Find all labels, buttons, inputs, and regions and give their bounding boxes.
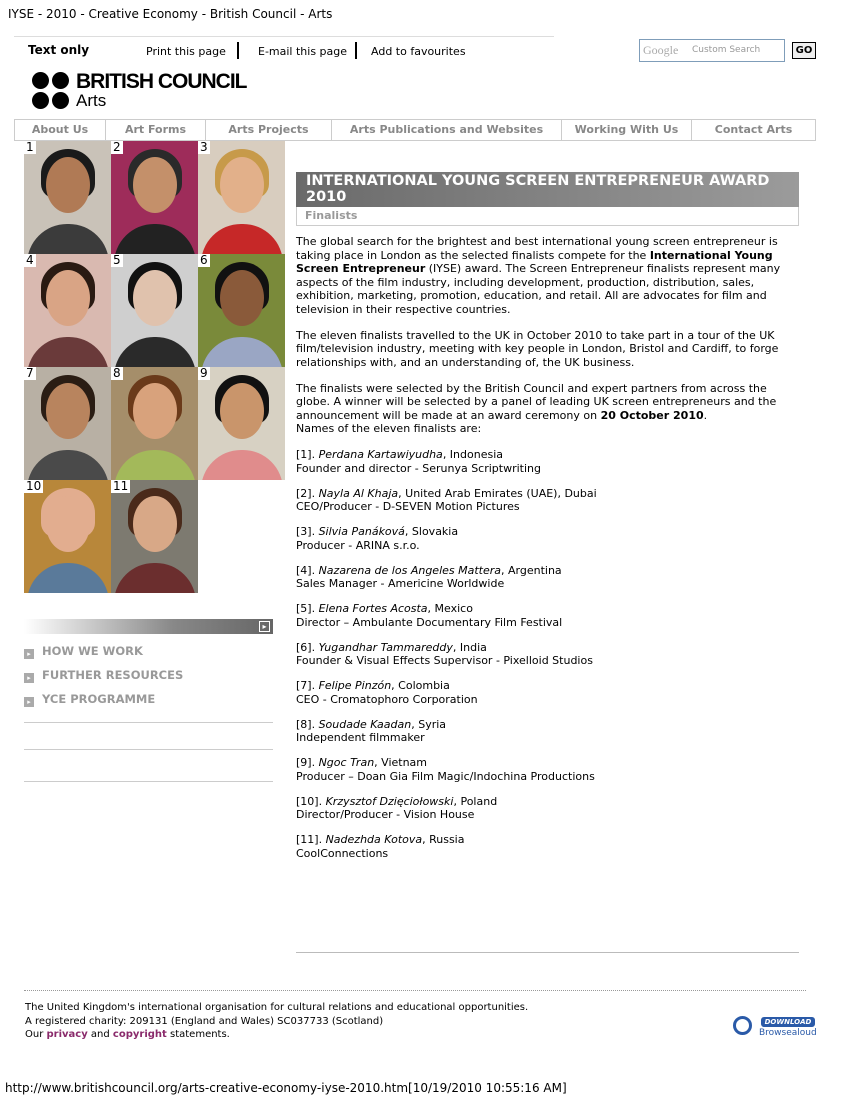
finalist-country: , Poland <box>453 794 498 808</box>
finalist-entry <box>296 833 801 860</box>
arrow-bullet-icon: ▸ <box>24 697 34 707</box>
nav-working-with-us[interactable]: Working With Us <box>562 120 692 140</box>
finalist-name: Nadezhda Kotova <box>325 833 423 846</box>
finalist-entry <box>296 641 801 668</box>
finalist-entry <box>296 718 801 745</box>
finalist-name: Yugandhar Tammareddy <box>318 640 453 654</box>
finalist-country: , Russia <box>422 833 465 846</box>
finalist-country: , Indonesia <box>442 448 504 461</box>
finalist-photo[interactable]: 11 <box>111 480 198 593</box>
browsealoud-icon <box>733 1016 752 1035</box>
nav-art-forms[interactable]: Art Forms <box>106 120 206 140</box>
finalist-country: , United Arab Emirates (UAE), Dubai <box>398 486 597 500</box>
finalist-number: [4]. <box>296 563 316 577</box>
footer-legal: Our privacy and copyright statements. <box>25 1029 230 1040</box>
main-content <box>296 235 801 872</box>
logo-sub: Arts <box>76 91 107 110</box>
finalist-role: Founder and director - Serunya Scriptwriting <box>296 461 541 475</box>
sidebar-item-further-resources[interactable]: ▸ FURTHER RESOURCES <box>24 668 183 683</box>
finalist-name: Perdana Kartawiyudha <box>318 448 443 461</box>
finalist-number: [8]. <box>296 717 316 731</box>
search-placeholder: Custom Search <box>692 45 761 55</box>
finalist-name: Soudade Kaadan <box>318 717 412 731</box>
finalist-name: Silvia Panáková <box>318 525 405 538</box>
arrow-right-icon[interactable]: ▸ <box>259 621 270 632</box>
sidebar-divider <box>24 749 273 750</box>
nav-contact-arts[interactable]: Contact Arts <box>714 123 793 136</box>
privacy-link[interactable]: privacy <box>46 1029 88 1040</box>
browsealoud-download-button[interactable] <box>733 1015 817 1039</box>
finalist-role: Director – Ambulante Documentary Film Festival <box>296 615 563 629</box>
finalist-list <box>296 448 801 860</box>
finalist-country: , India <box>452 640 487 654</box>
finalist-name: Nayla Al Khaja <box>318 486 399 500</box>
finalist-role: Sales Manager - Americine Worldwide <box>296 577 505 590</box>
finalist-role: Director/Producer - Vision House <box>296 808 475 821</box>
finalist-country: , Slovakia <box>404 525 459 538</box>
logo-dots-icon <box>32 72 70 110</box>
finalist-role: Producer - ARINA s.r.o. <box>296 538 420 552</box>
finalist-country: , Syria <box>411 717 447 731</box>
finalist-role: Producer – Doan Gia Film Magic/Indochina Productions <box>296 769 595 783</box>
finalist-number: [5]. <box>296 602 316 615</box>
finalist-entry <box>296 756 801 783</box>
finalist-name: Elena Fortes Acosta <box>318 602 428 615</box>
sidebar-item-yce-programme[interactable]: ▸ YCE PROGRAMME <box>24 692 155 707</box>
search-go-button[interactable]: GO <box>792 42 816 59</box>
finalist-number: [11]. <box>296 833 323 846</box>
arrow-bullet-icon: ▸ <box>24 673 34 683</box>
finalist-photo[interactable]: 9 <box>198 367 285 480</box>
finalist-role: Independent filmmaker <box>296 731 425 744</box>
finalist-role: CEO/Producer - D-SEVEN Motion Pictures <box>296 500 520 513</box>
footer-charity: A registered charity: 209131 (England and Wales) SC037733 (Scotland) <box>25 1015 384 1027</box>
finalist-entry <box>296 602 801 629</box>
finalist-number: [2]. <box>296 486 316 500</box>
finalist-photo[interactable]: 10 <box>24 480 111 593</box>
logo-name: BRITISH COUNCIL <box>76 70 247 93</box>
print-page-link[interactable]: Print this page <box>146 45 226 58</box>
finalist-number: [10]. <box>296 794 323 808</box>
add-favourites-link[interactable]: Add to favourites <box>371 45 466 58</box>
finalist-entry <box>296 487 801 514</box>
nav-arts-projects[interactable]: Arts Projects <box>206 120 332 140</box>
finalist-photo[interactable]: 4 <box>24 254 111 367</box>
finalist-number: [7]. <box>296 679 316 692</box>
finalist-photo[interactable]: 7 <box>24 367 111 480</box>
finalist-photo[interactable]: 8 <box>111 367 198 480</box>
finalist-role: CoolConnections <box>296 846 389 860</box>
content-divider <box>296 952 799 953</box>
footer-mission: The United Kingdom's international organisation for cultural relations and educational opportunities. <box>25 1002 529 1013</box>
copyright-link[interactable]: copyright <box>112 1029 167 1040</box>
finalist-photo[interactable]: 5 <box>111 254 198 367</box>
link-separator <box>355 42 357 59</box>
finalist-number: [9]. <box>296 756 316 769</box>
nav-about-us[interactable]: About Us <box>15 120 106 140</box>
selection-paragraph: The finalists were selected by the British Council and expert partners from across the globe. A winner will be selected by a panel of leading UK screen entrepreneurs and the announcement will be made at an award ceremony on 20 October 2010. Names of the eleven finalists are: <box>296 381 777 435</box>
footer-divider <box>24 990 806 991</box>
browsealoud-label: Browsealoud <box>759 1028 817 1038</box>
finalist-photo[interactable]: 1 <box>24 141 111 254</box>
finalist-number: [1]. <box>296 448 316 461</box>
page-url: http://www.britishcouncil.org/arts-creative-economy-iyse-2010.htm[10/19/2010 10:55:16 AM] <box>5 1081 567 1095</box>
search-input[interactable] <box>639 39 785 62</box>
page-title: INTERNATIONAL YOUNG SCREEN ENTREPRENEUR AWARD 2010 <box>296 172 799 207</box>
download-label: DOWNLOAD <box>761 1017 815 1027</box>
arrow-bullet-icon: ▸ <box>24 649 34 659</box>
google-logo: Google <box>643 43 679 57</box>
finalist-number: [3]. <box>296 525 316 538</box>
finalist-name: Ngoc Tran <box>318 756 375 769</box>
sidebar-divider <box>24 722 273 723</box>
finalist-photo[interactable]: 3 <box>198 141 285 254</box>
finalist-name: Nazarena de los Angeles Mattera <box>318 563 502 577</box>
finalist-number: [6]. <box>296 640 316 654</box>
sidebar-header-bar <box>24 619 273 634</box>
main-nav <box>14 119 816 141</box>
finalist-entry <box>296 448 801 475</box>
finalist-name: Krzysztof Dzięciołowski <box>325 794 454 808</box>
finalist-country: , Mexico <box>427 602 473 615</box>
finalist-entry <box>296 795 801 822</box>
finalist-entry <box>296 679 801 706</box>
finalist-entry <box>296 564 801 591</box>
finalist-role: CEO - Cromatophoro Corporation <box>296 692 478 706</box>
footer <box>25 1001 528 1042</box>
finalist-role: Founder & Visual Effects Supervisor - Pixelloid Studios <box>296 654 593 667</box>
intro-paragraph: The global search for the brightest and best international young screen entrepreneur is taking place in London as the selected finalists compete for the International Young Screen Entrepreneur (IYSE) award. The Screen Entrepreneur finalists represent many aspects of the film industry, including development, production, distribution, sales, exhibition, marketing, promotion, education, and retail. All are advocates for film and television in their respective countries. <box>296 235 781 316</box>
finalist-country: , Vietnam <box>374 756 428 769</box>
tour-paragraph: The eleven finalists travelled to the UK in October 2010 to take part in a tour of the UK film/television industry, meeting with key people in London, Bristol and Cardiff, to forge relationships with, and an understanding of, the UK business. <box>296 328 779 369</box>
nav-arts-publications[interactable]: Arts Publications and Websites <box>332 120 562 140</box>
email-page-link[interactable]: E-mail this page <box>258 45 348 58</box>
link-separator <box>237 42 239 59</box>
finalist-name: Felipe Pinzón <box>318 679 392 692</box>
finalist-entry <box>296 525 801 552</box>
page-subtitle: Finalists <box>296 207 799 226</box>
text-only-link[interactable]: Text only <box>28 43 90 57</box>
document-title: IYSE - 2010 - Creative Economy - British Council - Arts <box>8 7 333 21</box>
finalist-photo[interactable]: 2 <box>111 141 198 254</box>
sidebar-item-how-we-work[interactable]: ▸ HOW WE WORK <box>24 644 143 659</box>
finalist-country: , Colombia <box>391 679 450 692</box>
british-council-logo[interactable] <box>32 72 252 112</box>
finalist-photo-grid <box>24 141 286 593</box>
finalist-photo[interactable]: 6 <box>198 254 285 367</box>
sidebar-divider <box>24 781 273 782</box>
finalist-country: , Argentina <box>501 563 562 577</box>
